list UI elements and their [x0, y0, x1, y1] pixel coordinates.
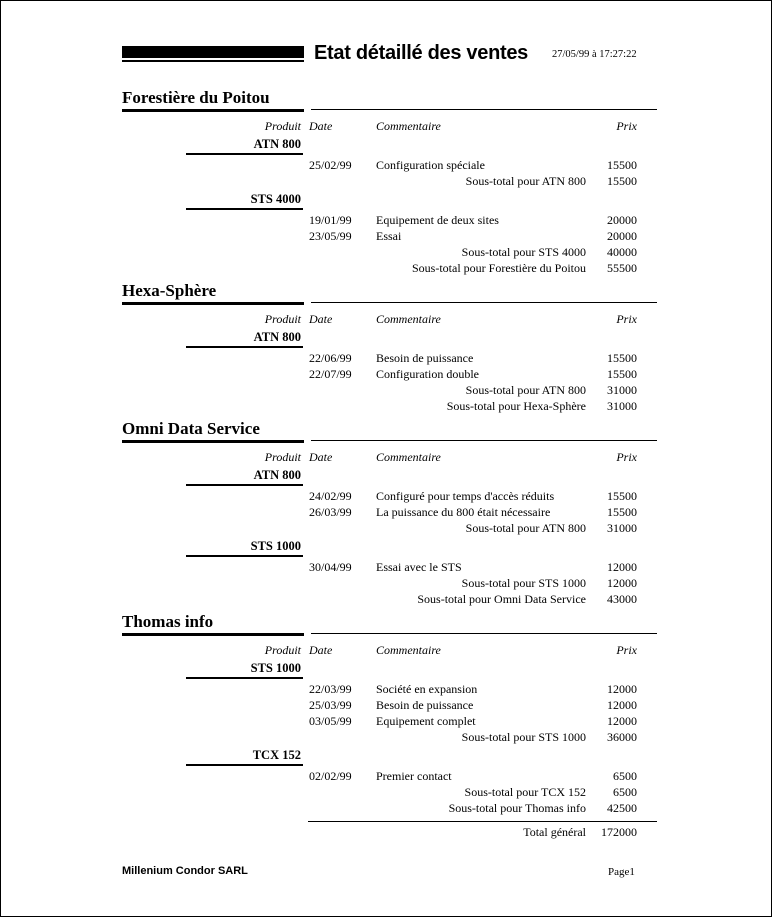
- sale-date: 22/03/99: [309, 682, 352, 696]
- column-header-prix: Prix: [616, 312, 637, 326]
- divider-right-rule: [311, 302, 657, 303]
- subtotal-value: 40000: [607, 245, 637, 259]
- product-rows: [122, 350, 657, 398]
- sale-price: 6500: [613, 769, 637, 783]
- sale-price: 15500: [607, 489, 637, 503]
- subtotal-row: [122, 784, 657, 800]
- product-name: STS 1000: [250, 661, 301, 675]
- sale-comment: Configuration double: [376, 367, 479, 381]
- product-underline-rule: [186, 764, 303, 766]
- subtotal-value: 43000: [607, 592, 637, 606]
- subtotal-value: 42500: [607, 801, 637, 815]
- product-rows: [122, 768, 657, 800]
- column-header-date: Date: [309, 119, 333, 133]
- sale-date: 25/02/99: [309, 158, 352, 172]
- column-header-commentaire: Commentaire: [376, 312, 441, 326]
- product-name-row: [122, 467, 657, 486]
- subtotal-value: 15500: [607, 174, 637, 188]
- sale-comment: Besoin de puissance: [376, 698, 474, 712]
- product-rows: [122, 157, 657, 189]
- product-name: ATN 800: [253, 137, 301, 151]
- column-header-prix: Prix: [616, 450, 637, 464]
- divider-left-rule: [122, 633, 304, 636]
- divider-left-rule: [122, 440, 304, 443]
- subtotal-row: [122, 260, 657, 276]
- sale-date: 24/02/99: [309, 489, 352, 503]
- product-name-row: [122, 191, 657, 210]
- divider-left-rule: [122, 302, 304, 305]
- sale-comment: Premier contact: [376, 769, 452, 783]
- section-divider: [122, 302, 657, 305]
- client-name: Forestière du Poitou: [122, 88, 270, 107]
- column-header-produit: Produit: [264, 312, 301, 326]
- report-datetime: 27/05/99 à 17:27:22: [552, 49, 637, 60]
- page-number: Page1: [608, 866, 635, 878]
- client-section: [122, 280, 657, 414]
- product-name: TCX 152: [252, 748, 301, 762]
- product-underline-rule: [186, 677, 303, 679]
- subtotal-label: Sous-total pour Omni Data Service: [417, 592, 586, 606]
- divider-right-rule: [311, 633, 657, 634]
- product-name: STS 4000: [250, 192, 301, 206]
- client-section: [122, 87, 657, 276]
- product-name-row: [122, 329, 657, 348]
- sale-price: 12000: [607, 560, 637, 574]
- grand-total-rule: [308, 821, 657, 822]
- section-products: [122, 660, 657, 816]
- subtotal-row: [122, 520, 657, 536]
- column-header-date: Date: [309, 643, 333, 657]
- sale-row: [122, 697, 657, 713]
- sale-row: [122, 681, 657, 697]
- report-title: Etat détaillé des ventes: [314, 42, 529, 64]
- sale-comment: Société en expansion: [376, 682, 478, 696]
- sale-price: 15500: [607, 351, 637, 365]
- subtotal-label: Sous-total pour STS 4000: [461, 245, 586, 259]
- sale-row: [122, 157, 657, 173]
- subtotal-label: Sous-total pour STS 1000: [461, 730, 586, 744]
- subtotal-value: 31000: [607, 521, 637, 535]
- divider-right-rule: [311, 109, 657, 110]
- column-header-date: Date: [309, 312, 333, 326]
- sale-comment: Essai: [376, 229, 402, 243]
- product-name: ATN 800: [253, 330, 301, 344]
- subtotal-value: 36000: [607, 730, 637, 744]
- column-header-produit: Produit: [264, 119, 301, 133]
- product-group: [122, 329, 657, 398]
- column-header-produit: Produit: [264, 450, 301, 464]
- client-name: Omni Data Service: [122, 419, 260, 438]
- section-divider: [122, 440, 657, 443]
- grand-total-label: Total général: [523, 825, 586, 839]
- product-group: [122, 136, 657, 189]
- subtotal-label: Sous-total pour Forestière du Poitou: [412, 261, 586, 275]
- subtotal-value: 55500: [607, 261, 637, 275]
- divider-right-rule: [311, 440, 657, 441]
- product-group: [122, 467, 657, 536]
- sale-comment: Configuré pour temps d'accès réduits: [376, 489, 555, 503]
- brand-bar: [122, 46, 304, 58]
- client-section: [122, 418, 657, 607]
- sale-comment: Essai avec le STS: [376, 560, 462, 574]
- product-name-row: [122, 660, 657, 679]
- subtotal-label: Sous-total pour ATN 800: [465, 383, 586, 397]
- sale-comment: Configuration spéciale: [376, 158, 485, 172]
- sale-comment: Besoin de puissance: [376, 351, 474, 365]
- section-products: [122, 136, 657, 276]
- product-underline-rule: [186, 208, 303, 210]
- subtotal-row: [122, 591, 657, 607]
- sale-row: [122, 504, 657, 520]
- column-header-commentaire: Commentaire: [376, 450, 441, 464]
- subtotal-label: Sous-total pour TCX 152: [464, 785, 586, 799]
- sale-row: [122, 228, 657, 244]
- sale-price: 20000: [607, 229, 637, 243]
- sale-price: 12000: [607, 714, 637, 728]
- sale-row: [122, 350, 657, 366]
- column-header-row: [122, 642, 657, 658]
- sale-price: 15500: [607, 158, 637, 172]
- subtotal-label: Sous-total pour STS 1000: [461, 576, 586, 590]
- product-group: [122, 660, 657, 745]
- sale-date: 03/05/99: [309, 714, 352, 728]
- column-header-produit: Produit: [264, 643, 301, 657]
- section-divider: [122, 109, 657, 112]
- subtotal-row: [122, 729, 657, 745]
- sale-row: [122, 212, 657, 228]
- product-name: STS 1000: [250, 539, 301, 553]
- product-group: [122, 747, 657, 800]
- grand-total-row: [122, 824, 657, 840]
- sale-date: 25/03/99: [309, 698, 352, 712]
- subtotal-label: Sous-total pour Thomas info: [448, 801, 586, 815]
- sale-price: 15500: [607, 505, 637, 519]
- column-header-row: [122, 118, 657, 134]
- column-header-row: [122, 311, 657, 327]
- product-underline-rule: [186, 555, 303, 557]
- sale-date: 19/01/99: [309, 213, 352, 227]
- column-header-prix: Prix: [616, 119, 637, 133]
- sale-price: 15500: [607, 367, 637, 381]
- client-section: [122, 611, 657, 816]
- section-products: [122, 329, 657, 414]
- product-rows: [122, 681, 657, 745]
- footer-company: Millenium Condor SARL: [122, 865, 248, 877]
- subtotal-row: [122, 800, 657, 816]
- product-rows: [122, 559, 657, 591]
- sale-date: 22/07/99: [309, 367, 352, 381]
- client-name: Hexa-Sphère: [122, 281, 217, 300]
- product-rows: [122, 212, 657, 260]
- sale-date: 23/05/99: [309, 229, 352, 243]
- subtotal-value: 31000: [607, 383, 637, 397]
- subtotal-row: [122, 398, 657, 414]
- product-name-row: [122, 136, 657, 155]
- product-name-row: [122, 747, 657, 766]
- sale-date: 22/06/99: [309, 351, 352, 365]
- product-name: ATN 800: [253, 468, 301, 482]
- subtotal-value: 31000: [607, 399, 637, 413]
- sale-row: [122, 488, 657, 504]
- subtotal-row: [122, 575, 657, 591]
- sale-price: 12000: [607, 682, 637, 696]
- product-underline-rule: [186, 346, 303, 348]
- sale-date: 30/04/99: [309, 560, 352, 574]
- column-header-commentaire: Commentaire: [376, 119, 441, 133]
- sale-date: 02/02/99: [309, 769, 352, 783]
- sale-row: [122, 559, 657, 575]
- sale-price: 12000: [607, 698, 637, 712]
- brand-rule: [122, 60, 304, 62]
- grand-total-value: 172000: [601, 825, 637, 839]
- column-header-commentaire: Commentaire: [376, 643, 441, 657]
- sale-comment: Equipement de deux sites: [376, 213, 499, 227]
- sections-host: [122, 87, 657, 816]
- subtotal-label: Sous-total pour ATN 800: [465, 521, 586, 535]
- column-header-row: [122, 449, 657, 465]
- sale-row: [122, 366, 657, 382]
- sale-row: [122, 768, 657, 784]
- product-group: [122, 191, 657, 260]
- sale-price: 20000: [607, 213, 637, 227]
- section-divider: [122, 633, 657, 636]
- client-name: Thomas info: [122, 612, 214, 631]
- subtotal-row: [122, 173, 657, 189]
- product-group: [122, 538, 657, 591]
- column-header-date: Date: [309, 450, 333, 464]
- section-products: [122, 467, 657, 607]
- product-name-row: [122, 538, 657, 557]
- subtotal-row: [122, 244, 657, 260]
- subtotal-value: 12000: [607, 576, 637, 590]
- subtotal-value: 6500: [613, 785, 637, 799]
- sale-date: 26/03/99: [309, 505, 352, 519]
- product-rows: [122, 488, 657, 536]
- subtotal-row: [122, 382, 657, 398]
- sale-row: [122, 713, 657, 729]
- product-underline-rule: [186, 153, 303, 155]
- sale-comment: Equipement complet: [376, 714, 476, 728]
- subtotal-label: Sous-total pour Hexa-Sphère: [446, 399, 586, 413]
- report-body: [122, 87, 657, 840]
- divider-left-rule: [122, 109, 304, 112]
- product-underline-rule: [186, 484, 303, 486]
- column-header-prix: Prix: [616, 643, 637, 657]
- sale-comment: La puissance du 800 était nécessaire: [376, 505, 551, 519]
- subtotal-label: Sous-total pour ATN 800: [465, 174, 586, 188]
